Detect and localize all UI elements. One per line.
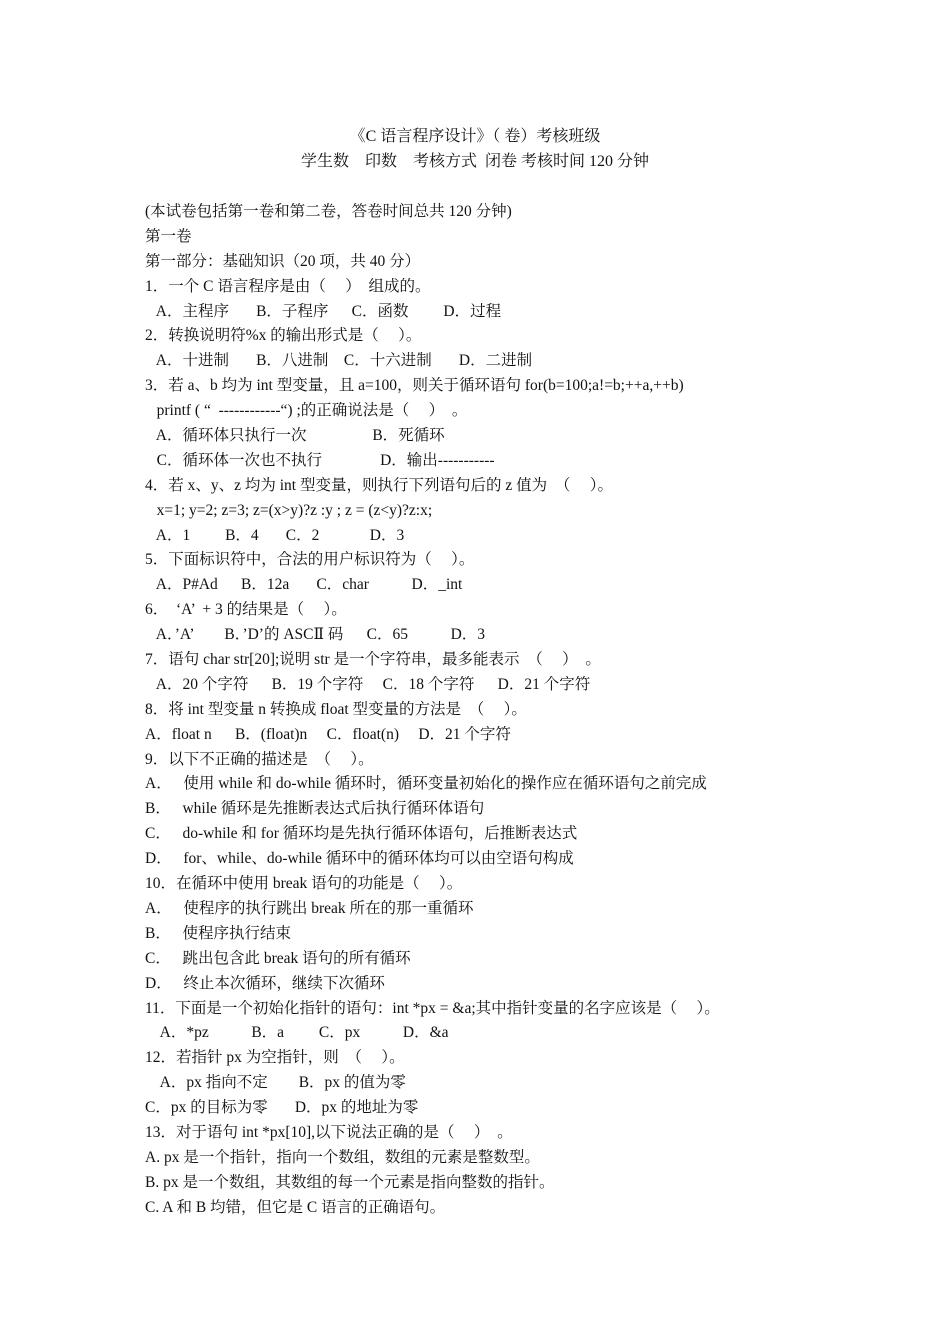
question-4: 4．若 x、y、z 均为 int 型变量，则执行下列语句后的 z 值为 （ ）。 [145,476,613,494]
question-12: 12．若指针 px 为空指针，则 （ ）。 [145,1049,405,1067]
question-2: 2．转换说明符%x 的输出形式是（ ）。 [145,327,422,345]
question-5: 5．下面标识符中，合法的用户标识符为（ ）。 [145,551,475,569]
question-3: 3．若 a、b 均为 int 型变量，且 a=100，则关于循环语句 for(b=100;a!=b;++a,++b) [145,377,684,395]
question-9-option-d: D． for、while、do-while 循环中的循环体均可以由空语句构成 [145,850,574,868]
question-1: 1．一个 C 语言程序是由（ ） 组成的。 [145,277,431,295]
question-5-options: A．P#Ad B．12a C．char D．_int [145,576,463,594]
question-12-options-ab: A．px 指向不定 B．px 的值为零 [145,1074,406,1092]
question-4-code: x=1; y=2; z=3; z=(x>y)?z :y ; z = (z<y)?z:x; [145,501,433,519]
exam-body [145,200,935,1221]
question-9-option-c: C． do-while 和 for 循环均是先执行循环体语句，后推断表达式 [145,825,578,843]
question-3-continued: printf ( “ ------------“) ;的正确说法是（ ） 。 [145,402,468,420]
question-8: 8．将 int 型变量 n 转换成 float 型变量的方法是 （ ）。 [145,700,527,718]
volume-heading: 第一卷 [145,227,192,245]
question-6: 6． ‘A’ + 3 的结果是（ ）。 [145,601,347,619]
question-13: 13．对于语句 int *px[10],以下说法正确的是（ ） 。 [145,1123,513,1141]
question-7: 7．语句 char str[20];说明 str 是一个字符串，最多能表示 （ ） 。 [145,651,601,669]
question-10-option-c: C． 跳出包含此 break 语句的所有循环 [145,949,411,967]
question-6-options: A．’A’ B．’D’的 ASCⅡ 码 C．65 D．3 [145,626,486,644]
question-3-options-ab: A．循环体只执行一次 B．死循环 [145,427,445,445]
question-13-option-c: C. A 和 B 均错，但它是 C 语言的正确语句。 [145,1198,446,1216]
question-11-options: A．*pz B．a C．px D．&a [145,1024,449,1042]
question-9-option-b: B． while 循环是先推断表达式后执行循环体语句 [145,800,485,818]
exam-instructions: (本试卷包括第一卷和第二卷，答卷时间总共 120 分钟) [145,203,512,220]
question-2-options: A．十进制 B．八进制 C．十六进制 D．二进制 [145,352,533,370]
question-13-option-a: A. px 是一个指针，指向一个数组，数组的元素是整数型。 [145,1148,540,1166]
question-3-options-cd: C．循环体一次也不执行 D．输出----------- [145,451,495,469]
question-8-options: A．float n B．(float)n C．float(n) D．21 个字符 [145,725,511,743]
question-7-options: A．20 个字符 B．19 个字符 C．18 个字符 D．21 个字符 [145,675,591,693]
question-9: 9．以下不正确的描述是 （ ）。 [145,750,374,768]
question-1-options: A．主程序 B．子程序 C．函数 D．过程 [145,302,502,320]
question-10: 10．在循环中使用 break 语句的功能是（ ）。 [145,875,463,893]
question-9-option-a: A． 使用 while 和 do-while 循环时，循环变量初始化的操作应在循环语句之前完成 [145,775,707,793]
section-heading: 第一部分：基础知识（20 项，共 40 分） [145,252,421,270]
question-10-option-a: A． 使程序的执行跳出 break 所在的那一重循环 [145,899,474,917]
question-10-option-d: D． 终止本次循环，继续下次循环 [145,974,385,992]
question-10-option-b: B． 使程序执行结束 [145,924,291,942]
exam-info: 学生数 印数 考核方式 闭卷 考核时间 120 分钟 [300,153,649,170]
question-13-option-b: B. px 是一个数组，其数组的每一个元素是指向整数的指针。 [145,1173,555,1191]
exam-title: 《C 语言程序设计》（ 卷）考核班级 [349,128,601,145]
question-4-options: A．1 B．4 C．2 D．3 [145,526,405,544]
question-11: 11．下面是一个初始化指针的语句：int *px = &a;其中指针变量的名字应该是（ ）。 [145,999,720,1017]
question-12-options-cd: C．px 的目标为零 D．px 的地址为零 [145,1099,419,1117]
